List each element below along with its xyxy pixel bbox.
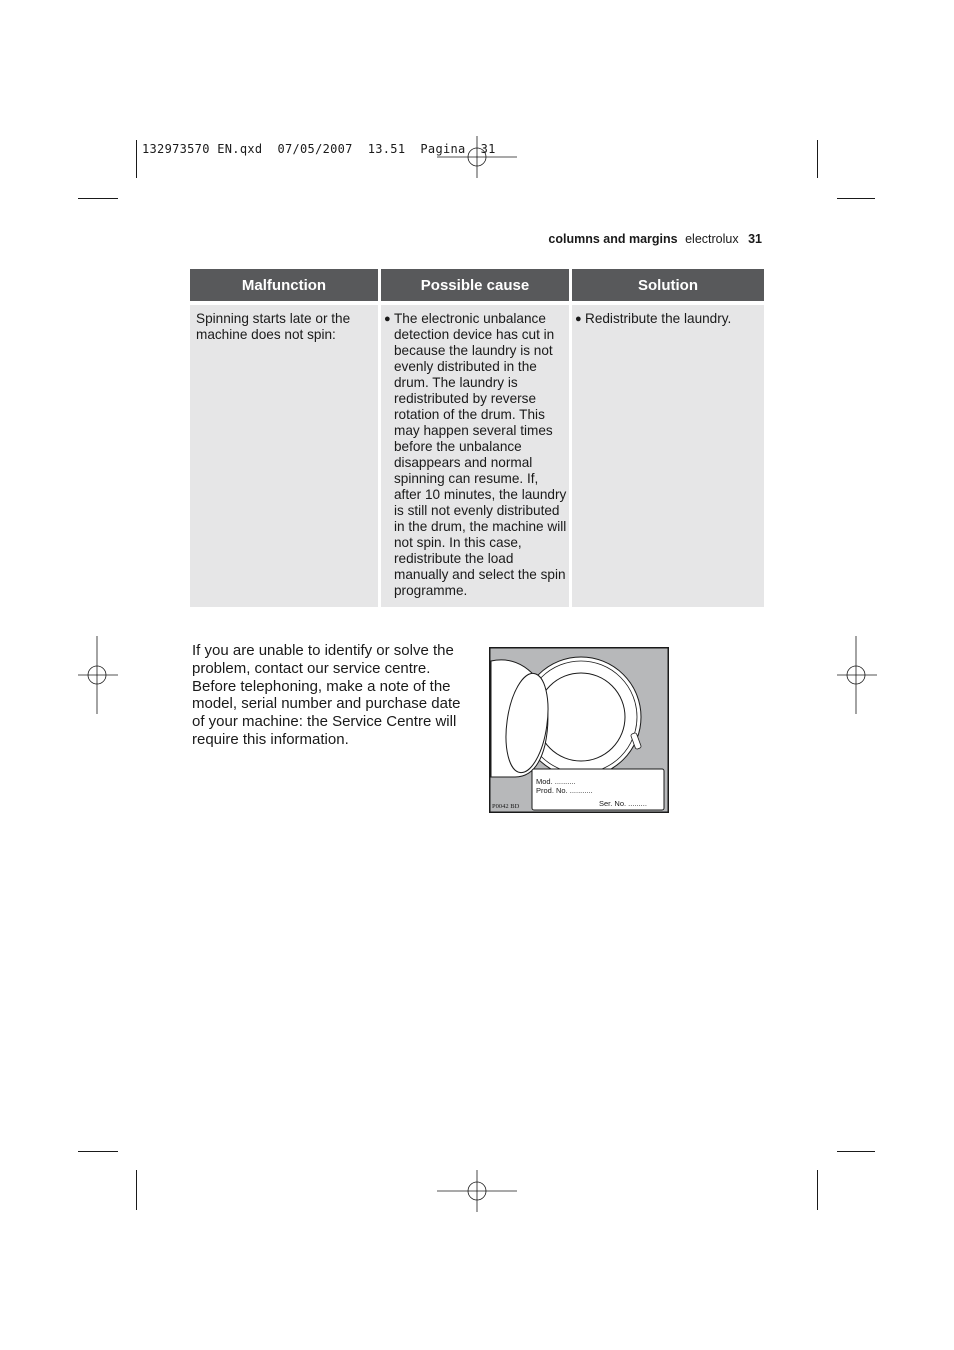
page-number: 31	[748, 232, 762, 246]
troubleshooting-table	[187, 269, 767, 607]
cause-cell	[381, 305, 569, 607]
figure-code: P0042 BD	[492, 803, 520, 810]
column-header-possible-cause: Possible cause	[381, 269, 569, 305]
plate-product-label: Prod. No. ...........	[536, 786, 593, 795]
print-slug: 132973570 EN.qxd 07/05/2007 13.51 Pagina 31	[142, 142, 496, 156]
registration-mark-bottom	[437, 1170, 517, 1212]
malfunction-cell: Spinning starts late or the machine does not spin:	[190, 305, 378, 607]
column-header-solution: Solution	[572, 269, 764, 305]
solution-cell	[572, 305, 764, 607]
bullet-icon: ●	[384, 313, 391, 325]
table-header-row	[190, 269, 764, 305]
bullet-item	[384, 311, 567, 599]
bullet-item	[575, 311, 760, 327]
brand-name: electrolux	[685, 232, 739, 246]
table-row	[190, 305, 764, 607]
plate-model-label: Mod. ..........	[536, 777, 576, 786]
column-header-malfunction: Malfunction	[190, 269, 378, 305]
plate-serial-label: Ser. No. .........	[599, 799, 647, 808]
page-header	[548, 232, 762, 246]
solution-text: Redistribute the laundry.	[585, 311, 732, 326]
registration-mark-top	[437, 136, 517, 178]
cause-text: The electronic unbalance detection device has cut in because the laundry is not evenly distributed in the drum. The laundry is redistributed by reverse rotation of the drum. This may happen several times before the unbalance disappears and normal spinning can resume. If, after 10 minutes, the laundry is still not evenly distributed in the drum, the machine will not spin. In this case, redistribute the load manually and select the spin programme.	[394, 311, 567, 598]
registration-mark-right	[837, 636, 877, 714]
registration-mark-left	[78, 636, 118, 714]
section-title: columns and margins	[548, 232, 678, 246]
service-centre-paragraph: If you are unable to identify or solve the problem, contact our service centre. Before telephoning, make a note of the model, serial number and purchase date of your machine: the Service Centre will require this information.	[192, 642, 461, 748]
bullet-icon: ●	[575, 313, 582, 325]
rating-plate-illustration	[489, 647, 669, 813]
